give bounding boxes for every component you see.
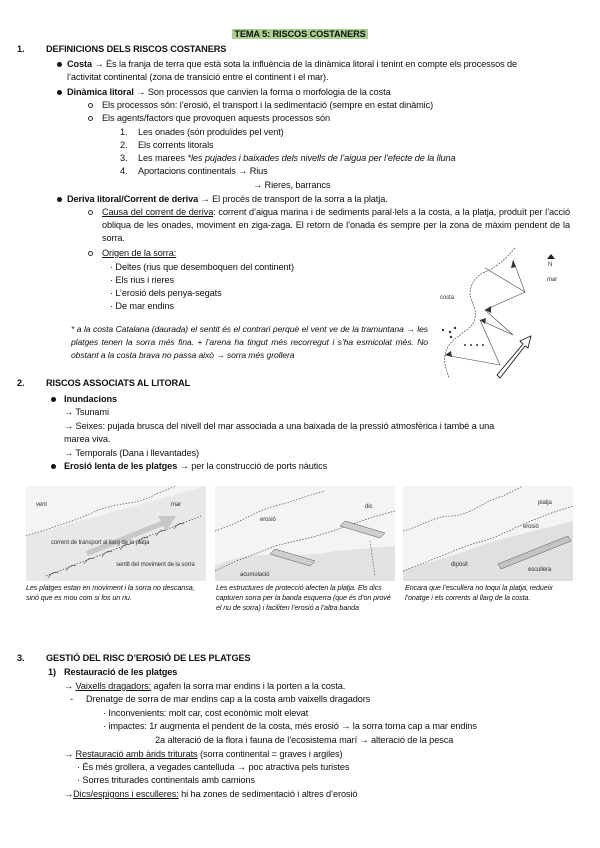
inconvenients-line: · Inconvenients: molt car, cost econòmic molt elevat [103, 708, 309, 718]
origen-item: · L’erosió dels penya-segats [110, 288, 222, 298]
diagram-label-costa: costa [440, 295, 454, 301]
agent-item: 1. [120, 127, 128, 137]
figure3-label: platja [538, 500, 552, 506]
deriva-term: Deriva litoral/Corrent de deriva [67, 194, 199, 204]
figure3-label: erosió [523, 524, 539, 530]
section3-number: 3. [17, 653, 25, 663]
erosio-term: Erosió lenta de les platges [64, 461, 178, 471]
figure3-caption: Encara que l’escullera no toqui la platja, redueix l’onatge i els corrents al llarg de la costa. [405, 583, 553, 602]
figure-protection-structures [215, 486, 395, 581]
section1-number: 1. [17, 44, 25, 54]
costa-text: → És la franja de terra que està sota la influència de la dinàmica litoral i tenint en compte els processos de [94, 59, 518, 69]
drenatge-line: Drenatge de sorra de mar endins cap a la costa amb vaixells dragadors [86, 694, 371, 704]
erosio-text: → per la construcció de ports nàutics [177, 461, 328, 471]
processos-line: Els processos són: l’erosió, el transport i la sedimentació (sempre en estat dinàmic) [102, 100, 434, 110]
dinamica-term: Dinàmica litoral [67, 87, 134, 97]
figure2-caption: Les estructures de protecció afecten la platja. Els dics capturen sorra per la banda esquerra (que és d’on prové el riu de sorra) i faciliten l’erosió a l’altra banda [216, 583, 391, 612]
subsection-heading: Restauració de les platges [64, 667, 178, 677]
origen-item: · Deltes (rius que desemboquen del continent) [110, 262, 294, 272]
section2-heading: RISCOS ASSOCIATS AL LITORAL [46, 378, 191, 388]
arids-item: · Sorres triturades continentals amb camions [77, 775, 255, 785]
arids-item: · És més grollera, a vegades cantelluda → poc atractiva pels turistes [77, 762, 350, 772]
page-title-row [0, 28, 600, 40]
arids-line: → Restauració amb àrids triturats (sorra continental = graves i argiles) [64, 749, 343, 759]
agent-item-text: Les marees *les pujades i baixades dels nivells de l’aigua per l’efecte de la lluna [138, 153, 456, 163]
figure1-label: sentit del moviment de la sorra [116, 562, 195, 568]
impactes-line2: 2a alteració de la flora i fauna de l’ecosistema marí → alteració de la pesca [155, 735, 454, 745]
inundacio-item: marea viva. [64, 434, 111, 444]
circle-bullet-icon [88, 116, 93, 121]
origen-item: · De mar endins [110, 301, 174, 311]
agent-item-text: Els corrents litorals [138, 140, 214, 150]
figure1-label: mar [171, 502, 182, 508]
section1-heading: DEFINICIONS DELS RISCOS COSTANERS [46, 44, 227, 54]
costa-term: Costa [67, 59, 93, 69]
bullet-icon [57, 197, 62, 202]
agent-item: 3. [120, 153, 128, 163]
agent-item-text: Les onades (són produïdes pel vent) [138, 127, 284, 137]
causa-text: : corrent d’aigua marina i de sediments paral·lels a la costa, a la platja, produït per l’acció obliqua de les onades, moviment en ziga-zaga. El retorn de l’onada és sempre per la zona de màxim pendent de la sorra. [102, 207, 570, 243]
figure2-label: erosió [260, 517, 276, 523]
inundacio-item: → Temporals (Dana i llevantades) [64, 448, 200, 458]
figure-breakwater [403, 486, 573, 581]
dinamica-text: → Son processos que canvien la forma o morfologia de la costa [133, 87, 391, 97]
deriva-text: → El procés de transport de la sorra a la platja. [198, 194, 388, 204]
vaixells-line: → Vaixells dragadors: agafen la sorra mar endins i la porten a la costa. [64, 681, 346, 691]
deriva-definition [67, 193, 388, 205]
bullet-icon [57, 62, 62, 67]
list-dash: - [70, 694, 73, 704]
causa-label: Causa del corrent de deriva [102, 207, 214, 217]
diagram-label-mar: mar [547, 277, 558, 283]
inundacio-item: → Seixes: pujada brusca del nivell del mar associada a una baixada de la pressió atmosfèrica i també a una [64, 421, 495, 431]
page-title: TEMA 5: RISCOS COSTANERS [234, 29, 366, 39]
erosio-lenta [64, 460, 327, 472]
figure1-label: vent [36, 502, 47, 508]
costa-definition-line2: l’activitat continental (zona de transició entre el continent i el mar). [67, 72, 329, 82]
catalan-coast-note: * a la costa Catalana (daurada) el sentit és el contrari perquè el vent ve de la tramuntana → les platges tenen la sorra més fina. + l’arena ha tingut més recorregut i s’ha esmicolat més. No obstant a la costa brava no passa això → sorra més grollera [71, 324, 428, 360]
marees-note: *les pujades i baixades dels nivells de l’aigua per l’efecte de la lluna [187, 153, 456, 163]
figure2-label: dic [365, 504, 373, 510]
figure-beach-movement [26, 486, 206, 581]
bullet-icon [51, 397, 56, 402]
agent-item: 2. [120, 140, 128, 150]
section3-heading: GESTIÓ DEL RISC D’EROSIÓ DE LES PLATGES [46, 653, 251, 663]
circle-bullet-icon [88, 103, 93, 108]
agent-item-text: Aportacions continentals → Rius [138, 166, 268, 176]
agent-item: 4. [120, 166, 128, 176]
figure1-caption: Les platges estan en moviment i la sorra no descansa, sinó que es mou com si fos un riu. [26, 583, 195, 602]
figure2-label: acumulació [240, 572, 270, 578]
figure3-label: dipòsit [451, 562, 468, 568]
dics-label: Dics/espigons i esculleres: [73, 789, 179, 799]
figure3-label: escullera [528, 567, 552, 573]
figure1-label: corrent de transport al llarg de la platja [51, 540, 150, 546]
dics-line: →Dics/espigons i esculleres: hi ha zones de sedimentació i altres d’erosió [64, 789, 358, 799]
vaixells-label: Vaixells dragadors: [75, 681, 152, 691]
agents-intro: Els agents/factors que provoquen aquests processos són [102, 113, 331, 123]
diagram-label-north: N [548, 262, 553, 268]
agent-extra: → Rieres, barrancs [253, 180, 331, 190]
subsection-number: 1) [48, 667, 56, 677]
bullet-icon [51, 464, 56, 469]
impactes-line1: · impactes: 1r augmenta el pendent de la costa, més erosió → la sorra torna cap a mar endins [103, 721, 477, 731]
inundacions-term: Inundacions [64, 394, 118, 404]
inundacio-item: → Tsunami [64, 407, 109, 417]
section2-number: 2. [17, 378, 25, 388]
longshore-drift-diagram [425, 240, 595, 380]
dinamica-definition [67, 86, 391, 98]
origen-item: · Els rius i rieres [110, 275, 174, 285]
origen-label: Origen de la sorra: [102, 248, 177, 258]
arids-label: Restauració amb àrids triturats [75, 749, 198, 759]
circle-bullet-icon [88, 210, 93, 215]
circle-bullet-icon [88, 251, 93, 256]
bullet-icon [57, 90, 62, 95]
costa-definition-line1 [67, 58, 517, 70]
